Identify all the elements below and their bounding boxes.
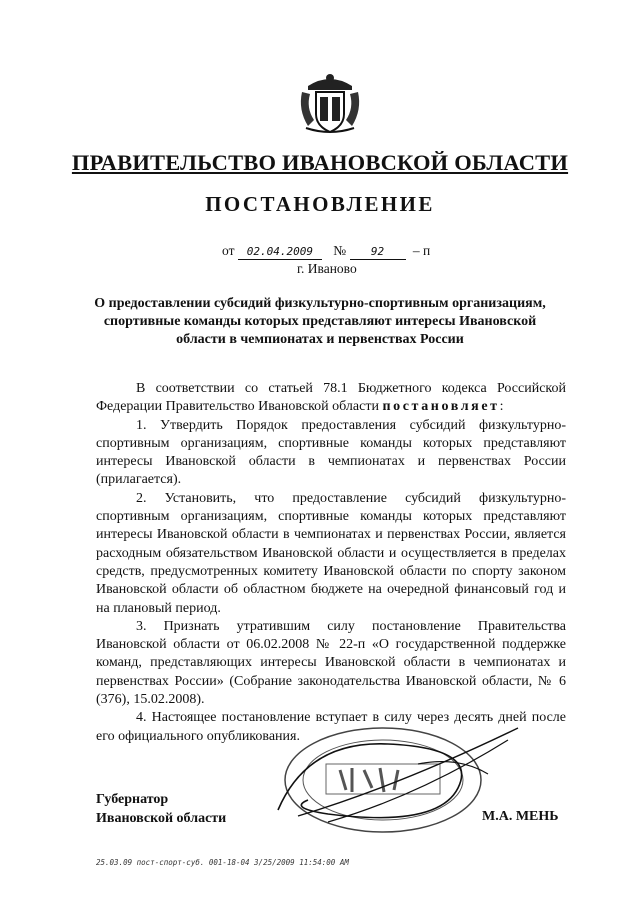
date-number-line — [222, 243, 430, 260]
item-paragraph: 4. Настоящее постановление вступает в силу через десять дней после его официального опубликования. — [96, 710, 566, 744]
preamble-text: В соответствии со статьей 78.1 Бюджетного кодекса Российской Федерации Правительство Ивановской области — [96, 381, 566, 415]
government-title: ПРАВИТЕЛЬСТВО ИВАНОВСКОЙ ОБЛАСТИ — [71, 150, 569, 175]
signatory-name: М.А. МЕНЬ — [482, 809, 559, 824]
preamble-paragraph — [96, 380, 566, 417]
signatory-title-line1: Губернатор — [96, 792, 169, 807]
date-prefix: от — [222, 243, 235, 258]
coat-of-arms-emblem — [298, 70, 362, 136]
number-field: 92 — [350, 245, 406, 260]
document-body — [96, 380, 566, 746]
item-paragraph: 3. Признать утратившим силу постановление Правительства Ивановской области от 06.02.2008 № 22-п «О государственной поддержке команд, представляющих интересы Ивановской области в чемпионатах и первенствах России» (Собрание законодательства Ивановской области, № 6 (376), 15.02.2008). — [96, 618, 566, 708]
decree-word: постановляет — [382, 399, 500, 415]
document-type: ПОСТАНОВЛЕНИЕ — [205, 192, 435, 216]
city-line: г. Иваново — [297, 261, 357, 276]
footer-note: 25.03.09 пост-спорт-суб. 001-18-04 3/25/2009 11:54:00 AM — [96, 858, 349, 867]
signatory-title — [96, 790, 226, 828]
document-subject: О предоставлении субсидий физкультурно-спортивным организациям, спортивные команды которых представляют интересы Ивановской области в чемпионатах и первенствах России — [94, 296, 546, 347]
date-field: 02.04.2009 — [238, 245, 322, 260]
number-label: № — [333, 243, 347, 258]
decree-colon: : — [499, 399, 504, 415]
item-paragraph: 2. Установить, что предоставление субсидий физкультурно-спортивным организациям, спортивные команды которых представляют интересы Ивановской области в чемпионатах и первенствах России, является расходным обязательством Ивановской области и осуществляется в пределах средств, предусмотренных комитету Ивановской области по спорту законом Ивановской области об областном бюджете на очередной финансовый год и на плановый период. — [96, 490, 566, 616]
signatory-title-line2: Ивановской области — [96, 811, 227, 826]
number-suffix: – п — [412, 243, 431, 258]
item-paragraph: 1. Утвердить Порядок предоставления субсидий физкультурно-спортивным организациям, спортивные команды которых представляют интересы Ивановской области в чемпионатах и первенствах России (прилагается). — [96, 417, 566, 488]
